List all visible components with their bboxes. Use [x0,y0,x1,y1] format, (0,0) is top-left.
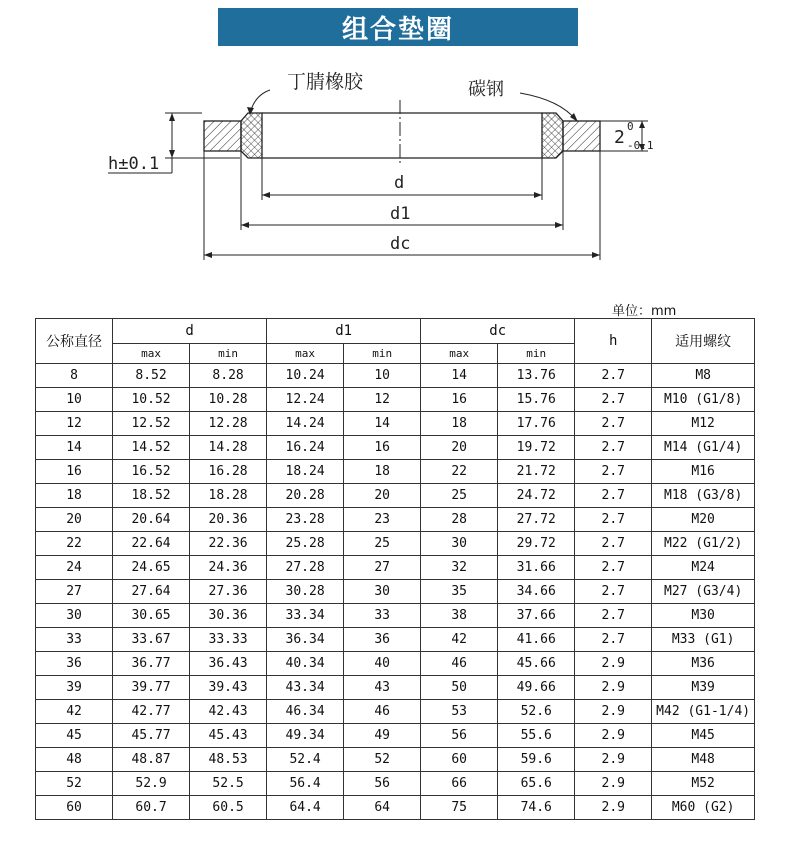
cell-d1-min: 12 [344,388,421,412]
cell-dc-max: 14 [421,364,498,388]
header-thread: 适用螺纹 [652,319,755,364]
cell-h: 2.9 [575,748,652,772]
cell-d-min: 60.5 [190,796,267,820]
cell-thread: M12 [652,412,755,436]
cell-nominal: 27 [36,580,113,604]
left-steel-ring [204,121,241,151]
cell-h: 2.9 [575,772,652,796]
cell-d-max: 30.65 [113,604,190,628]
cell-nominal: 39 [36,676,113,700]
cell-d-min: 18.28 [190,484,267,508]
cell-d-max: 48.87 [113,748,190,772]
cell-nominal: 24 [36,556,113,580]
cell-d-min: 39.43 [190,676,267,700]
cell-thread: M52 [652,772,755,796]
header-dc-max: max [421,344,498,364]
table-row [36,724,755,748]
header-d: d [113,319,267,344]
cell-h: 2.7 [575,388,652,412]
cell-dc-min: 37.66 [498,604,575,628]
cell-thread: M33 (G1) [652,628,755,652]
cell-nominal: 10 [36,388,113,412]
cell-dc-min: 49.66 [498,676,575,700]
cell-dc-max: 16 [421,388,498,412]
cell-h: 2.9 [575,676,652,700]
d1-dimension-label: d1 [390,204,411,224]
cell-d-max: 8.52 [113,364,190,388]
cell-d-max: 27.64 [113,580,190,604]
table-row [36,796,755,820]
cell-d-max: 52.9 [113,772,190,796]
cell-d-min: 33.33 [190,628,267,652]
cell-dc-min: 45.66 [498,652,575,676]
cell-nominal: 33 [36,628,113,652]
cell-dc-min: 74.6 [498,796,575,820]
cell-d-max: 10.52 [113,388,190,412]
cell-d-min: 48.53 [190,748,267,772]
header-h: h [575,319,652,364]
cell-d1-min: 20 [344,484,421,508]
table-row [36,676,755,700]
cell-dc-min: 17.76 [498,412,575,436]
table-row [36,364,755,388]
cell-nominal: 42 [36,700,113,724]
cell-d-max: 20.64 [113,508,190,532]
cell-h: 2.9 [575,700,652,724]
cell-d-max: 18.52 [113,484,190,508]
cell-nominal: 20 [36,508,113,532]
cell-d1-max: 33.34 [267,604,344,628]
cell-d-min: 12.28 [190,412,267,436]
page-title: 组合垫圈 [218,8,578,46]
cell-d-max: 16.52 [113,460,190,484]
cell-d-max: 60.7 [113,796,190,820]
table-row [36,556,755,580]
cell-d1-min: 46 [344,700,421,724]
cell-h: 2.7 [575,364,652,388]
cell-d1-min: 64 [344,796,421,820]
table-row [36,652,755,676]
cell-dc-min: 21.72 [498,460,575,484]
cell-d-max: 42.77 [113,700,190,724]
cell-thread: M45 [652,724,755,748]
cell-d-max: 39.77 [113,676,190,700]
table-row [36,388,755,412]
cell-d1-max: 43.34 [267,676,344,700]
thickness-lower-tolerance: -0.1 [627,139,654,152]
cell-thread: M14 (G1/4) [652,436,755,460]
cell-d1-min: 56 [344,772,421,796]
cell-thread: M27 (G3/4) [652,580,755,604]
table-row [36,700,755,724]
cell-d-max: 14.52 [113,436,190,460]
cell-h: 2.7 [575,532,652,556]
cell-d-min: 45.43 [190,724,267,748]
dc-dimension-label: dc [390,234,411,254]
cell-d-min: 52.5 [190,772,267,796]
cell-d1-min: 52 [344,748,421,772]
cell-nominal: 14 [36,436,113,460]
cell-dc-max: 25 [421,484,498,508]
washer-spec-table [35,318,755,820]
cell-h: 2.9 [575,652,652,676]
cell-nominal: 30 [36,604,113,628]
cell-h: 2.7 [575,556,652,580]
cell-d-min: 30.36 [190,604,267,628]
cell-d-max: 36.77 [113,652,190,676]
cell-d-min: 27.36 [190,580,267,604]
right-steel-ring [563,121,600,151]
table-row [36,460,755,484]
cell-thread: M18 (G3/8) [652,484,755,508]
cell-d-min: 8.28 [190,364,267,388]
table-row [36,436,755,460]
cell-dc-max: 32 [421,556,498,580]
cell-d1-max: 27.28 [267,556,344,580]
cell-dc-min: 24.72 [498,484,575,508]
cell-d-min: 24.36 [190,556,267,580]
thickness-upper-tolerance: 0 [627,120,634,133]
cell-d1-min: 33 [344,604,421,628]
cell-d1-max: 20.28 [267,484,344,508]
cell-dc-max: 75 [421,796,498,820]
cell-d1-max: 46.34 [267,700,344,724]
cell-d-min: 42.43 [190,700,267,724]
cell-d1-max: 12.24 [267,388,344,412]
cell-h: 2.7 [575,604,652,628]
rubber-label: 丁腈橡胶 [287,71,364,93]
header-d1: d1 [267,319,421,344]
cell-d1-min: 18 [344,460,421,484]
cell-d-max: 45.77 [113,724,190,748]
table-row [36,580,755,604]
cell-d-min: 36.43 [190,652,267,676]
cell-nominal: 45 [36,724,113,748]
cell-dc-max: 60 [421,748,498,772]
cell-d1-min: 49 [344,724,421,748]
cell-dc-max: 28 [421,508,498,532]
cell-h: 2.7 [575,508,652,532]
cell-dc-max: 56 [421,724,498,748]
cell-thread: M39 [652,676,755,700]
cell-dc-min: 52.6 [498,700,575,724]
cell-dc-min: 27.72 [498,508,575,532]
header-dc-min: min [498,344,575,364]
table-row [36,412,755,436]
cell-thread: M60 (G2) [652,796,755,820]
cell-thread: M30 [652,604,755,628]
cell-dc-max: 46 [421,652,498,676]
cell-d-min: 20.36 [190,508,267,532]
cell-d1-min: 23 [344,508,421,532]
cell-dc-min: 34.66 [498,580,575,604]
steel-label: 碳钢 [468,79,504,100]
cell-dc-min: 55.6 [498,724,575,748]
cell-dc-min: 15.76 [498,388,575,412]
cell-dc-max: 53 [421,700,498,724]
cell-h: 2.9 [575,724,652,748]
cell-thread: M16 [652,460,755,484]
cell-d1-max: 49.34 [267,724,344,748]
cell-thread: M36 [652,652,755,676]
cell-d-max: 24.65 [113,556,190,580]
table-row [36,508,755,532]
cell-d-min: 10.28 [190,388,267,412]
cell-h: 2.7 [575,628,652,652]
cell-h: 2.7 [575,436,652,460]
cell-nominal: 60 [36,796,113,820]
header-d1-min: min [344,344,421,364]
cell-dc-min: 41.66 [498,628,575,652]
header-nominal-diameter: 公称直径 [36,319,113,364]
cell-thread: M24 [652,556,755,580]
washer-body-outline [262,113,542,158]
cell-dc-max: 35 [421,580,498,604]
cell-nominal: 16 [36,460,113,484]
cell-h: 2.7 [575,412,652,436]
cell-d1-min: 14 [344,412,421,436]
cell-h: 2.7 [575,580,652,604]
cell-d-max: 12.52 [113,412,190,436]
cell-dc-max: 22 [421,460,498,484]
cell-h: 2.7 [575,460,652,484]
cell-dc-min: 19.72 [498,436,575,460]
cell-nominal: 48 [36,748,113,772]
cell-nominal: 22 [36,532,113,556]
cell-nominal: 36 [36,652,113,676]
table-row [36,748,755,772]
cell-d1-max: 36.34 [267,628,344,652]
right-rubber-seal [542,113,563,158]
table-row [36,628,755,652]
table-row [36,532,755,556]
cell-dc-min: 13.76 [498,364,575,388]
unit-note: 单位：mm [612,304,677,319]
cell-d1-min: 36 [344,628,421,652]
cell-dc-min: 59.6 [498,748,575,772]
cell-d1-min: 43 [344,676,421,700]
thickness-base-label: 2 [614,127,625,148]
header-d-min: min [190,344,267,364]
cell-dc-min: 29.72 [498,532,575,556]
cell-d1-min: 30 [344,580,421,604]
cell-d1-min: 16 [344,436,421,460]
washer-cross-section-drawing [0,55,790,280]
cell-dc-max: 20 [421,436,498,460]
cell-thread: M48 [652,748,755,772]
cell-d1-max: 64.4 [267,796,344,820]
left-rubber-seal [241,113,262,158]
cell-thread: M8 [652,364,755,388]
cell-d1-max: 14.24 [267,412,344,436]
table-row [36,772,755,796]
cell-d1-min: 27 [344,556,421,580]
cell-dc-max: 38 [421,604,498,628]
table-row [36,604,755,628]
cell-nominal: 52 [36,772,113,796]
cell-dc-min: 31.66 [498,556,575,580]
cell-d-min: 14.28 [190,436,267,460]
cell-d-max: 22.64 [113,532,190,556]
cell-dc-max: 50 [421,676,498,700]
cell-d1-min: 25 [344,532,421,556]
cell-d1-max: 23.28 [267,508,344,532]
header-d-max: max [113,344,190,364]
cell-d-min: 22.36 [190,532,267,556]
cell-h: 2.7 [575,484,652,508]
table-row [36,484,755,508]
cell-thread: M20 [652,508,755,532]
cell-d1-min: 10 [344,364,421,388]
cell-d1-max: 16.24 [267,436,344,460]
header-dc: dc [421,319,575,344]
cell-d-max: 33.67 [113,628,190,652]
h-tolerance-label: h±0.1 [108,154,160,174]
cell-nominal: 18 [36,484,113,508]
cell-nominal: 8 [36,364,113,388]
cell-dc-max: 66 [421,772,498,796]
cell-thread: M10 (G1/8) [652,388,755,412]
cell-d1-max: 10.24 [267,364,344,388]
cell-d1-max: 30.28 [267,580,344,604]
cell-thread: M42 (G1-1/4) [652,700,755,724]
cell-d1-max: 52.4 [267,748,344,772]
cell-d1-max: 56.4 [267,772,344,796]
d-dimension-label: d [394,173,405,193]
cell-d1-max: 18.24 [267,460,344,484]
cell-dc-max: 30 [421,532,498,556]
cell-d1-max: 25.28 [267,532,344,556]
cell-dc-max: 18 [421,412,498,436]
cell-d-min: 16.28 [190,460,267,484]
cell-thread: M22 (G1/2) [652,532,755,556]
cell-nominal: 12 [36,412,113,436]
cell-dc-min: 65.6 [498,772,575,796]
cell-d1-max: 40.34 [267,652,344,676]
cell-d1-min: 40 [344,652,421,676]
cell-h: 2.9 [575,796,652,820]
cell-dc-max: 42 [421,628,498,652]
header-d1-max: max [267,344,344,364]
